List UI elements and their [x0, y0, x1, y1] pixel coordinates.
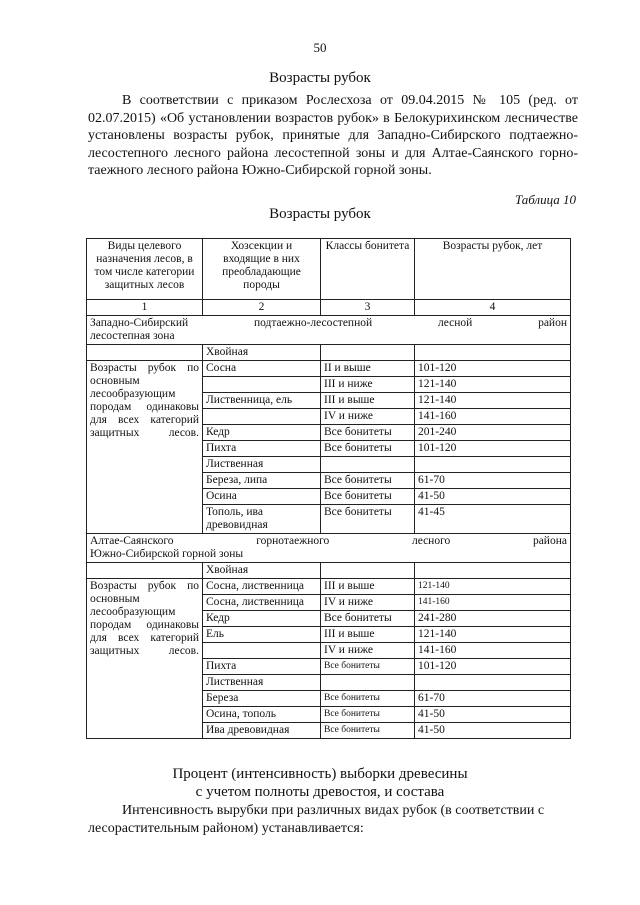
- species-cell: Лиственная: [203, 457, 321, 473]
- bonitet-cell: Все бонитеты: [321, 691, 415, 707]
- species-cell: Кедр: [203, 611, 321, 627]
- age-cell: [415, 457, 571, 473]
- col-number: 2: [203, 300, 321, 316]
- zone1-title-word: Западно-Сибирский: [90, 317, 189, 329]
- species-cell: [203, 643, 321, 659]
- age-cell: 201-240: [415, 425, 571, 441]
- species-cell: Тополь, ива древовидная: [203, 505, 321, 534]
- species-cell: Лиственная: [203, 675, 321, 691]
- table-caption: Таблица 10: [514, 192, 576, 207]
- species-cell: [203, 409, 321, 425]
- bonitet-cell: Все бонитеты: [321, 489, 415, 505]
- species-cell: Сосна: [203, 361, 321, 377]
- table-row: [87, 345, 571, 361]
- bonitet-cell: Все бонитеты: [321, 723, 415, 739]
- bonitet-cell: III и выше: [321, 393, 415, 409]
- species-cell: Береза: [203, 691, 321, 707]
- species-cell: Ель: [203, 627, 321, 643]
- species-cell: Сосна, лиственница: [203, 595, 321, 611]
- zone1-category-cell: Возрасты рубок по основным лесообразующим породам одинаковы для всех категорий защитных лесов.: [87, 361, 203, 534]
- age-cell: 101-120: [415, 659, 571, 675]
- zone2-title-rest: Южно-Сибирской горной зоны: [90, 548, 244, 560]
- zone1-title-word: район: [538, 317, 567, 329]
- age-cell: 61-70: [415, 473, 571, 489]
- age-cell: [415, 675, 571, 691]
- age-cell: 121-140: [415, 393, 571, 409]
- bonitet-cell: [321, 675, 415, 691]
- header-purpose: Виды целевого назначения лесов, в том числе категории защитных лесов: [87, 239, 203, 300]
- empty-cell: [87, 345, 203, 361]
- species-cell: Хвойная: [203, 563, 321, 579]
- bonitet-cell: [321, 457, 415, 473]
- intro-text: В соответствии с приказом Рослесхоза от 09.04.2015 № 105 (ред. от 02.07.2015) «Об установлении возрастов рубок» в Белокурихинском лесничестве установлены возрасты рубок, принятые для Западно-Сибирского подтаежно-лесостепного лесного района лесостепной зоны и для Алтае-Саянского горно-таежного лесного района Южно-Сибирской горной зоны.: [88, 93, 578, 178]
- closing-text: Интенсивность вырубки при различных видах рубок (в соответствии с лесорастительным районом) устанавливается:: [88, 803, 545, 836]
- zone2-title-row: [87, 534, 571, 563]
- age-cell: 41-50: [415, 707, 571, 723]
- age-cell: 61-70: [415, 691, 571, 707]
- zone2-title-word: лесного: [411, 535, 451, 547]
- col-number: 4: [415, 300, 571, 316]
- age-cell: 41-45: [415, 505, 571, 534]
- age-cell: 41-50: [415, 723, 571, 739]
- header-age: Возрасты рубок, лет: [415, 239, 571, 300]
- bonitet-cell: Все бонитеты: [321, 707, 415, 723]
- table-row: [87, 579, 571, 595]
- table-row: [87, 361, 571, 377]
- age-cell: 141-160: [415, 409, 571, 425]
- zone1-title-line: [90, 317, 567, 330]
- bonitet-cell: IV и ниже: [321, 409, 415, 425]
- column-number-row: [87, 300, 571, 316]
- species-cell: Кедр: [203, 425, 321, 441]
- table-header-row: [87, 239, 571, 300]
- species-cell: [203, 377, 321, 393]
- species-cell: Хвойная: [203, 345, 321, 361]
- age-cell: 101-120: [415, 361, 571, 377]
- species-cell: Сосна, лиственница: [203, 579, 321, 595]
- bonitet-cell: IV и ниже: [321, 643, 415, 659]
- age-cell: 121-140: [415, 377, 571, 393]
- bonitet-cell: III и ниже: [321, 377, 415, 393]
- section2-title-line2: с учетом полноты древостоя, и состава: [195, 784, 445, 800]
- header-bonitet: Классы бонитета: [321, 239, 415, 300]
- age-cell: 241-280: [415, 611, 571, 627]
- cutting-age-table: [86, 238, 571, 739]
- age-cell: [415, 563, 571, 579]
- age-cell: 121-140: [415, 579, 571, 595]
- empty-cell: [87, 563, 203, 579]
- zone2-title-word: района: [532, 535, 567, 547]
- table-title: Возрасты рубок: [269, 206, 371, 222]
- species-cell: Ива древовидная: [203, 723, 321, 739]
- age-cell: 101-120: [415, 441, 571, 457]
- species-cell: Осина, тополь: [203, 707, 321, 723]
- bonitet-cell: [321, 345, 415, 361]
- age-cell: 141-160: [415, 643, 571, 659]
- bonitet-cell: [321, 563, 415, 579]
- section2-title-line1: Процент (интенсивность) выборки древесины: [172, 766, 468, 782]
- zone1-title-row: [87, 316, 571, 345]
- species-cell: Пихта: [203, 441, 321, 457]
- species-cell: Лиственница, ель: [203, 393, 321, 409]
- zone2-title: [87, 534, 571, 563]
- bonitet-cell: Все бонитеты: [321, 611, 415, 627]
- zone2-title-line: [90, 535, 567, 548]
- table-row: [87, 563, 571, 579]
- bonitet-cell: II и выше: [321, 361, 415, 377]
- bonitet-cell: Все бонитеты: [321, 659, 415, 675]
- zone1-title: [87, 316, 571, 345]
- zone1-title-word: лесной: [437, 317, 473, 329]
- age-cell: 121-140: [415, 627, 571, 643]
- age-cell: 41-50: [415, 489, 571, 505]
- col-number: 1: [87, 300, 203, 316]
- closing-paragraph: [88, 802, 578, 838]
- age-cell: 141-160: [415, 595, 571, 611]
- zone2-title-word: горнотаежного: [256, 535, 330, 547]
- zone1-title-rest: лесостепная зона: [90, 330, 175, 342]
- bonitet-cell: Все бонитеты: [321, 425, 415, 441]
- bonitet-cell: Все бонитеты: [321, 473, 415, 489]
- bonitet-cell: III и выше: [321, 627, 415, 643]
- page-number: 50: [313, 40, 327, 55]
- species-cell: Пихта: [203, 659, 321, 675]
- species-cell: Береза, липа: [203, 473, 321, 489]
- section-title: Возрасты рубок: [269, 70, 371, 86]
- intro-paragraph: [88, 92, 578, 180]
- zone2-title-word: Алтае-Саянского: [90, 535, 174, 547]
- zone2-category-cell: Возрасты рубок по основным лесообразующим породам одинаковы для всех категорий защитных лесов.: [87, 579, 203, 739]
- species-cell: Осина: [203, 489, 321, 505]
- bonitet-cell: Все бонитеты: [321, 505, 415, 534]
- zone1-title-word: подтаежно-лесостепной: [253, 317, 373, 329]
- bonitet-cell: III и выше: [321, 579, 415, 595]
- col-number: 3: [321, 300, 415, 316]
- age-cell: [415, 345, 571, 361]
- bonitet-cell: IV и ниже: [321, 595, 415, 611]
- header-sections: Хозсекции и входящие в них преобладающие породы: [203, 239, 321, 300]
- bonitet-cell: Все бонитеты: [321, 441, 415, 457]
